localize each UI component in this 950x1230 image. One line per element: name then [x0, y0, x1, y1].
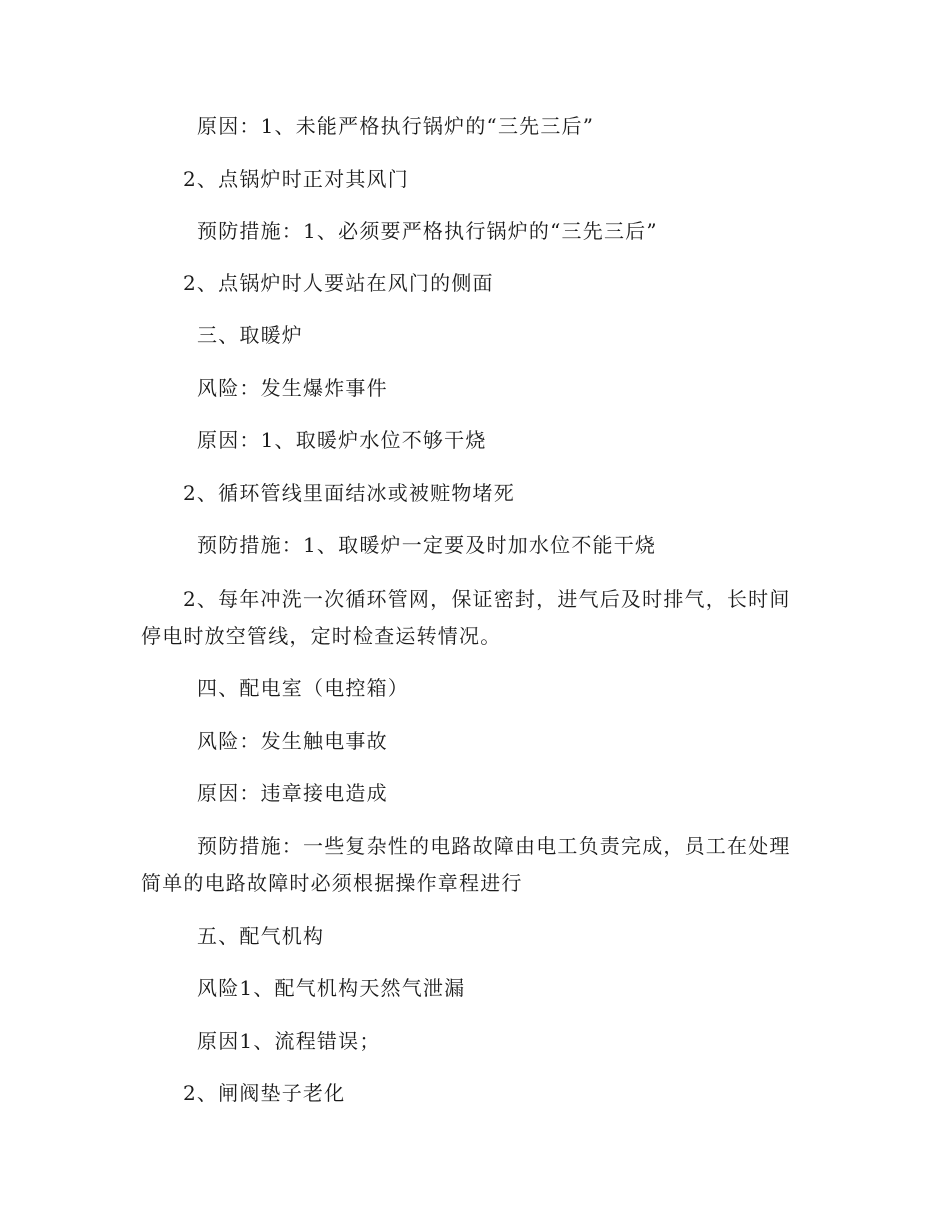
- text-line-cause-boiler-1: 原因：1、未能严格执行锅炉的“三先三后”: [197, 114, 595, 138]
- section-heading-power-room: 四、配电室（电控箱）: [197, 676, 409, 700]
- text-line-prevention-power-room: 预防措施：一些复杂性的电路故障由电工负责完成，员工在处理: [197, 834, 791, 858]
- section-heading-heater: 三、取暖炉: [197, 323, 303, 347]
- text-line-risk-heater: 风险：发生爆炸事件: [197, 376, 388, 400]
- text-line-cause-gas-distribution-1: 原因1、流程错误；: [197, 1029, 381, 1053]
- text-line-prevention-heater-2-cont: 停电时放空管线，定时检查运转情况。: [141, 624, 502, 648]
- text-line-cause-power-room: 原因：违章接电造成: [197, 781, 388, 805]
- text-line-cause-gas-distribution-2: 2、闸阀垫子老化: [183, 1081, 346, 1105]
- text-line-cause-boiler-2: 2、点锅炉时正对其风门: [183, 167, 409, 191]
- text-line-prevention-power-room-cont: 简单的电路故障时必须根据操作章程进行: [141, 871, 523, 895]
- text-line-prevention-boiler-1: 预防措施：1、必须要严格执行锅炉的“三先三后”: [197, 219, 658, 243]
- text-line-prevention-heater-1: 预防措施：1、取暖炉一定要及时加水位不能干烧: [197, 533, 657, 557]
- section-heading-gas-distribution: 五、配气机构: [197, 924, 325, 948]
- text-line-prevention-heater-2: 2、每年冲洗一次循环管网，保证密封，进气后及时排气，长时间: [183, 587, 791, 611]
- text-line-cause-heater-1: 原因：1、取暖炉水位不够干烧: [197, 428, 487, 452]
- text-line-prevention-boiler-2: 2、点锅炉时人要站在风门的侧面: [183, 271, 494, 295]
- text-line-risk-gas-distribution: 风险1、配气机构天然气泄漏: [197, 976, 466, 1000]
- text-line-risk-power-room: 风险：发生触电事故: [197, 729, 388, 753]
- text-line-cause-heater-2: 2、循环管线里面结冰或被赃物堵死: [183, 481, 515, 505]
